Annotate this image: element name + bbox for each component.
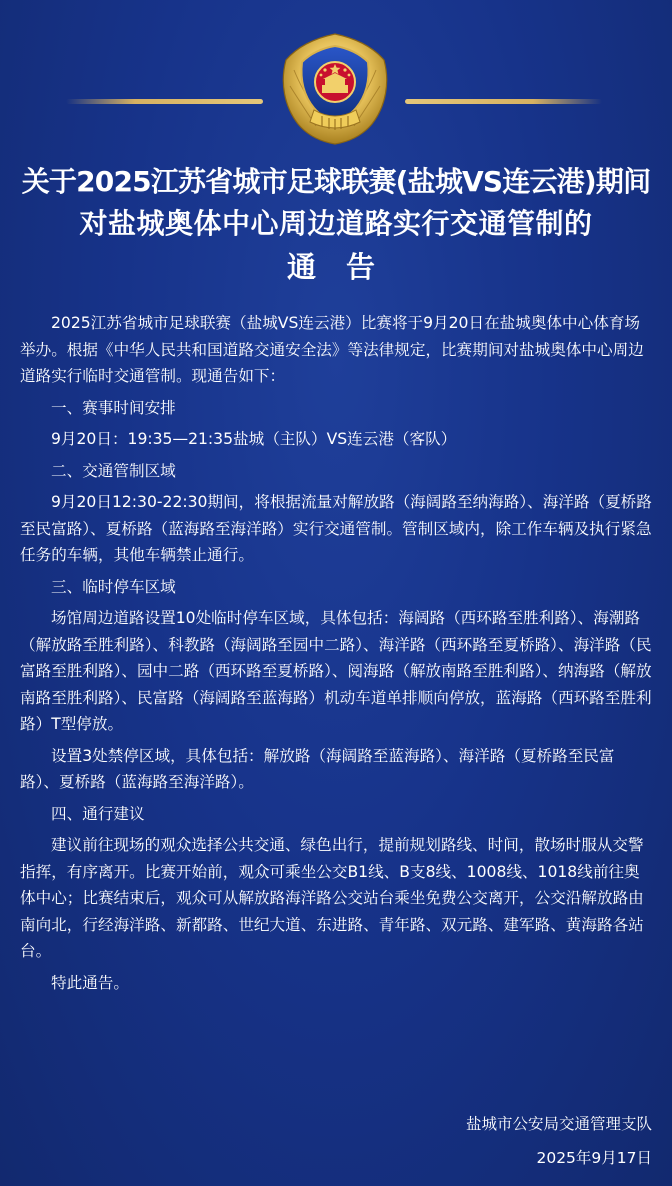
section-heading-control-area: 二、交通管制区域 [51, 461, 176, 480]
issue-date: 2025年9月17日 [536, 1149, 652, 1167]
parking-paragraph: 场馆周边道路设置10处临时停车区域，具体包括：海阔路（西环路至胜利路）、海潮路（解放路至胜利路）、科教路（海阔路至园中二路）、海洋路（西环路至夏桥路）、海洋路（民富路至胜利路）、园中二路（西环路至夏桥路）、阅海路（解放南路至胜利路）、纳海路（解放南路至胜利路）、民富路（海阔路至蓝海路）机动车道单排顺向停放，蓝海路（西环路至胜利路）T型停放。 [20, 609, 652, 733]
gold-divider-left [66, 99, 263, 104]
intro-paragraph: 2025江苏省城市足球联赛（盐城VS连云港）比赛将于9月20日在盐城奥体中心体育场举办。根据《中华人民共和国道路交通安全法》等法律规定，比赛期间对盐城奥体中心周边道路实行临时交通管制。现通告如下： [20, 314, 644, 385]
title-line-1: 关于2025江苏省城市足球联赛(盐城VS连云港)期间 [21, 165, 651, 198]
section-heading-parking: 三、临时停车区域 [51, 577, 176, 596]
police-emblem-icon [272, 30, 398, 146]
section-heading-schedule: 一、赛事时间安排 [51, 398, 176, 417]
advice-paragraph: 建议前往现场的观众选择公共交通、绿色出行，提前规划路线、时间，散场时服从交警指挥，有序离开。比赛开始前，观众可乘坐公交B1线、B支8线、1008线、1018线前往奥体中心；比赛结束后，观众可从解放路海洋路公交站台乘坐免费公交离开，公交沿解放路由南向北，行经海洋路、新都路、世纪大道、东进路、青年路、双元路、建军路、黄海路各站台。 [20, 836, 644, 960]
no-parking-paragraph: 设置3处禁停区域，具体包括：解放路（海阔路至蓝海路）、海洋路（夏桥路至民富路）、夏桥路（蓝海路至海洋路）。 [20, 746, 615, 791]
title-line-3: 通 告 [286, 250, 386, 284]
issuer-name: 盐城市公安局交通管理支队 [465, 1115, 652, 1133]
notice-body [20, 310, 652, 1001]
header [0, 0, 672, 150]
closing-paragraph: 特此通告。 [51, 973, 129, 992]
control-area-paragraph: 9月20日12:30-22:30期间，将根据流量对解放路（海阔路至纳海路）、海洋路（夏桥路至民富路）、夏桥路（蓝海路至海洋路）实行交通管制。管制区域内，除工作车辆及执行紧急任务的车辆，其他车辆禁止通行。 [20, 493, 652, 564]
title-line-2: 对盐城奥体中心周边道路实行交通管制的 [79, 207, 593, 240]
schedule-paragraph: 9月20日：19:35—21:35盐城（主队）VS连云港（客队） [51, 430, 457, 448]
section-heading-advice: 四、通行建议 [51, 804, 145, 823]
gold-divider-right [405, 99, 602, 104]
notice-title [0, 160, 672, 290]
